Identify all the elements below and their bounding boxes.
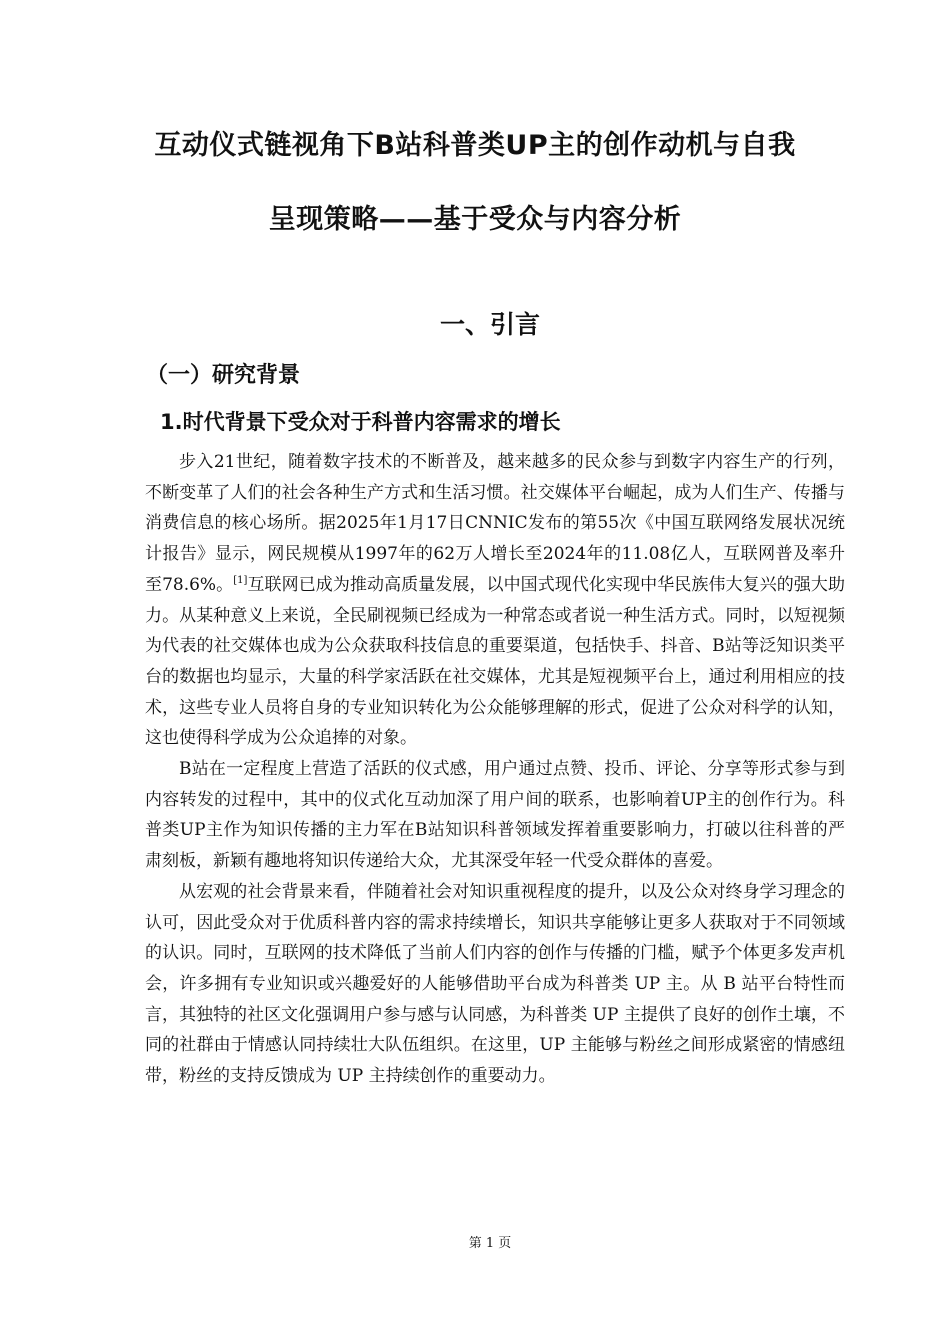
paragraph-2: B站在一定程度上营造了活跃的仪式感，用户通过点赞、投币、评论、分享等形式参与到内容转发的过程中，其中的仪式化互动加深了用户间的联系，也影响着UP主的创作行为。科普类UP主作为知识传播的主力军在B站知识科普领域发挥着重要影响力，打破以往科普的严肃刻板，新颖有趣地将知识传递给大众，尤其深受年轻一代受众群体的喜爱。 [145, 759, 845, 872]
subsub-heading: 1.时代背景下受众对于科普内容需求的增长 [160, 410, 561, 434]
page-number: 第 1 页 [468, 1236, 512, 1251]
document-title-line-2: 呈现策略——基于受众与内容分析 [268, 204, 682, 235]
paragraph-1-part-b: 互联网已成为推动高质量发展，以中国式现代化实现中华民族伟大复兴的强大助力。从某种意义上来说，全民刷视频已经成为一种常态或者说一种生活方式。同时，以短视频为代表的社交媒体也成为公众获取科技信息的重要渠道，包括快手、抖音、B站等泛知识类平台的数据也均显示，大量的科学家活跃在社交媒体，尤其是短视频平台上，通过利用相应的技术，这些专业人员将自身的专业知识转化为公众能够理解的形式，促进了公众对科学的认知，这也使得科学成为公众追捧的对象。 [145, 574, 845, 749]
paragraph-3: 从宏观的社会背景来看，伴随着社会对知识重视程度的提升，以及公众对终身学习理念的认可，因此受众对于优质科普内容的需求持续增长，知识共享能够让更多人获取对于不同领域的认识。同时，互联网的技术降低了当前人们内容的创作与传播的门槛，赋予个体更多发声机会，许多拥有专业知识或兴趣爱好的人能够借助平台成为科普类 UP 主。从 B 站平台特性而言，其独特的社区文化强调用户参与感与认同感，为科普类 UP 主提供了良好的创作土壤，不同的社群由于情感认同持续壮大队伍组织。在这里，UP 主能够与粉丝之间形成紧密的情感纽带，粉丝的支持反馈成为 UP 主持续创作的重要动力。 [145, 881, 845, 1087]
document-title-line-1: 互动仪式链视角下B站科普类UP主的创作动机与自我 [154, 130, 796, 161]
citation-marker[interactable]: [1] [233, 574, 248, 586]
section-heading: 一、引言 [439, 310, 540, 339]
paragraph-1 [145, 447, 845, 754]
sub-heading: （一）研究背景 [146, 363, 301, 388]
paragraph-1-part-a: 步入21世纪，随着数字技术的不断普及，越来越多的民众参与到数字内容生产的行列，不断变革了人们的社会各种生产方式和生活习惯。社交媒体平台崛起，成为人们生产、传播与消费信息的核心场所。据2025年1月17日CNNIC发布的第55次《中国互联网络发展状况统计报告》显示，网民规模从1997年的62万人增长至2024年的11.08亿人，互联网普及率升至78.6%。 [145, 452, 845, 595]
body-text [145, 447, 845, 1092]
